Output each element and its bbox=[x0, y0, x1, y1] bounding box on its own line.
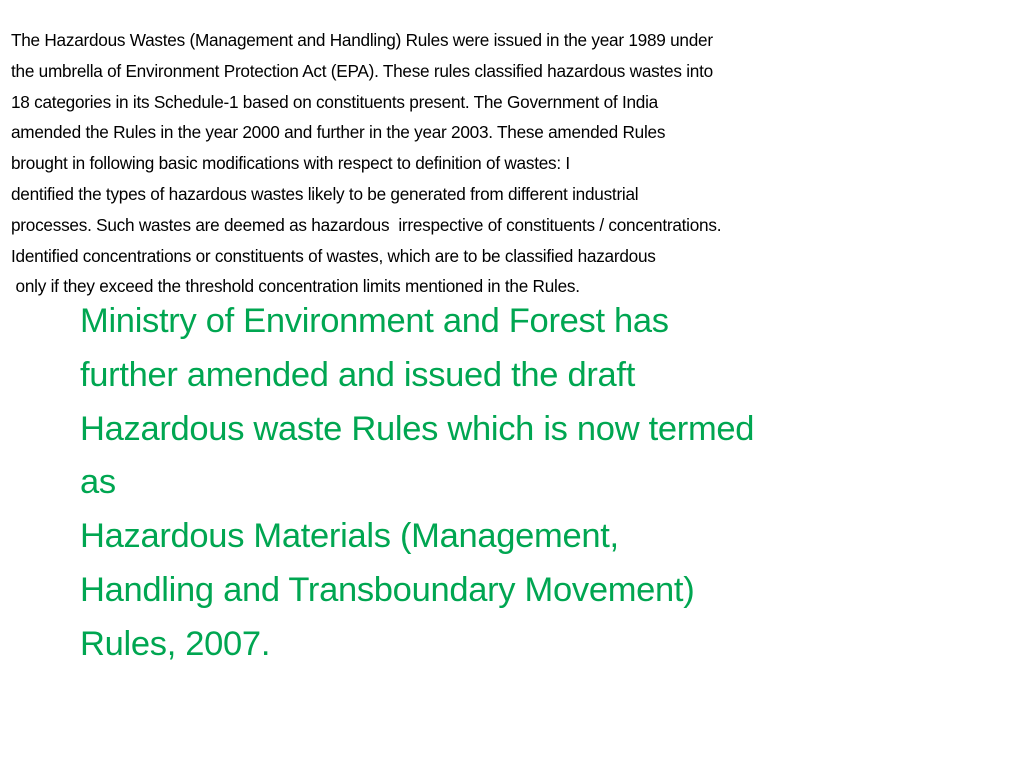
intro-paragraph bbox=[11, 25, 1021, 302]
highlight-line: Handling and Transboundary Movement) bbox=[80, 570, 695, 609]
intro-line: brought in following basic modifications with respect to definition of wastes: I bbox=[11, 153, 570, 174]
highlight-line: Hazardous Materials (Management, bbox=[80, 517, 619, 556]
intro-line: only if they exceed the threshold concentration limits mentioned in the Rules. bbox=[11, 276, 580, 297]
intro-line: the umbrella of Environment Protection Act (EPA). These rules classified hazardous wastes into bbox=[11, 60, 713, 81]
intro-line: amended the Rules in the year 2000 and further in the year 2003. These amended Rules bbox=[11, 122, 666, 143]
highlight-line: as bbox=[80, 463, 116, 502]
intro-line: Identified concentrations or constituents of wastes, which are to be classified hazardous bbox=[11, 245, 656, 266]
highlight-paragraph bbox=[80, 295, 960, 672]
highlight-line: Hazardous waste Rules which is now termed bbox=[80, 409, 755, 448]
intro-line: dentified the types of hazardous wastes likely to be generated from different industrial bbox=[11, 183, 639, 204]
intro-line: processes. Such wastes are deemed as hazardous irrespective of constituents / concentrations. bbox=[11, 214, 722, 235]
highlight-line: Rules, 2007. bbox=[80, 624, 271, 663]
intro-line: The Hazardous Wastes (Management and Handling) Rules were issued in the year 1989 under bbox=[11, 30, 713, 50]
highlight-line: Ministry of Environment and Forest has bbox=[80, 302, 669, 340]
intro-line: 18 categories in its Schedule-1 based on constituents present. The Government of India bbox=[11, 91, 658, 112]
highlight-line: further amended and issued the draft bbox=[80, 355, 635, 394]
